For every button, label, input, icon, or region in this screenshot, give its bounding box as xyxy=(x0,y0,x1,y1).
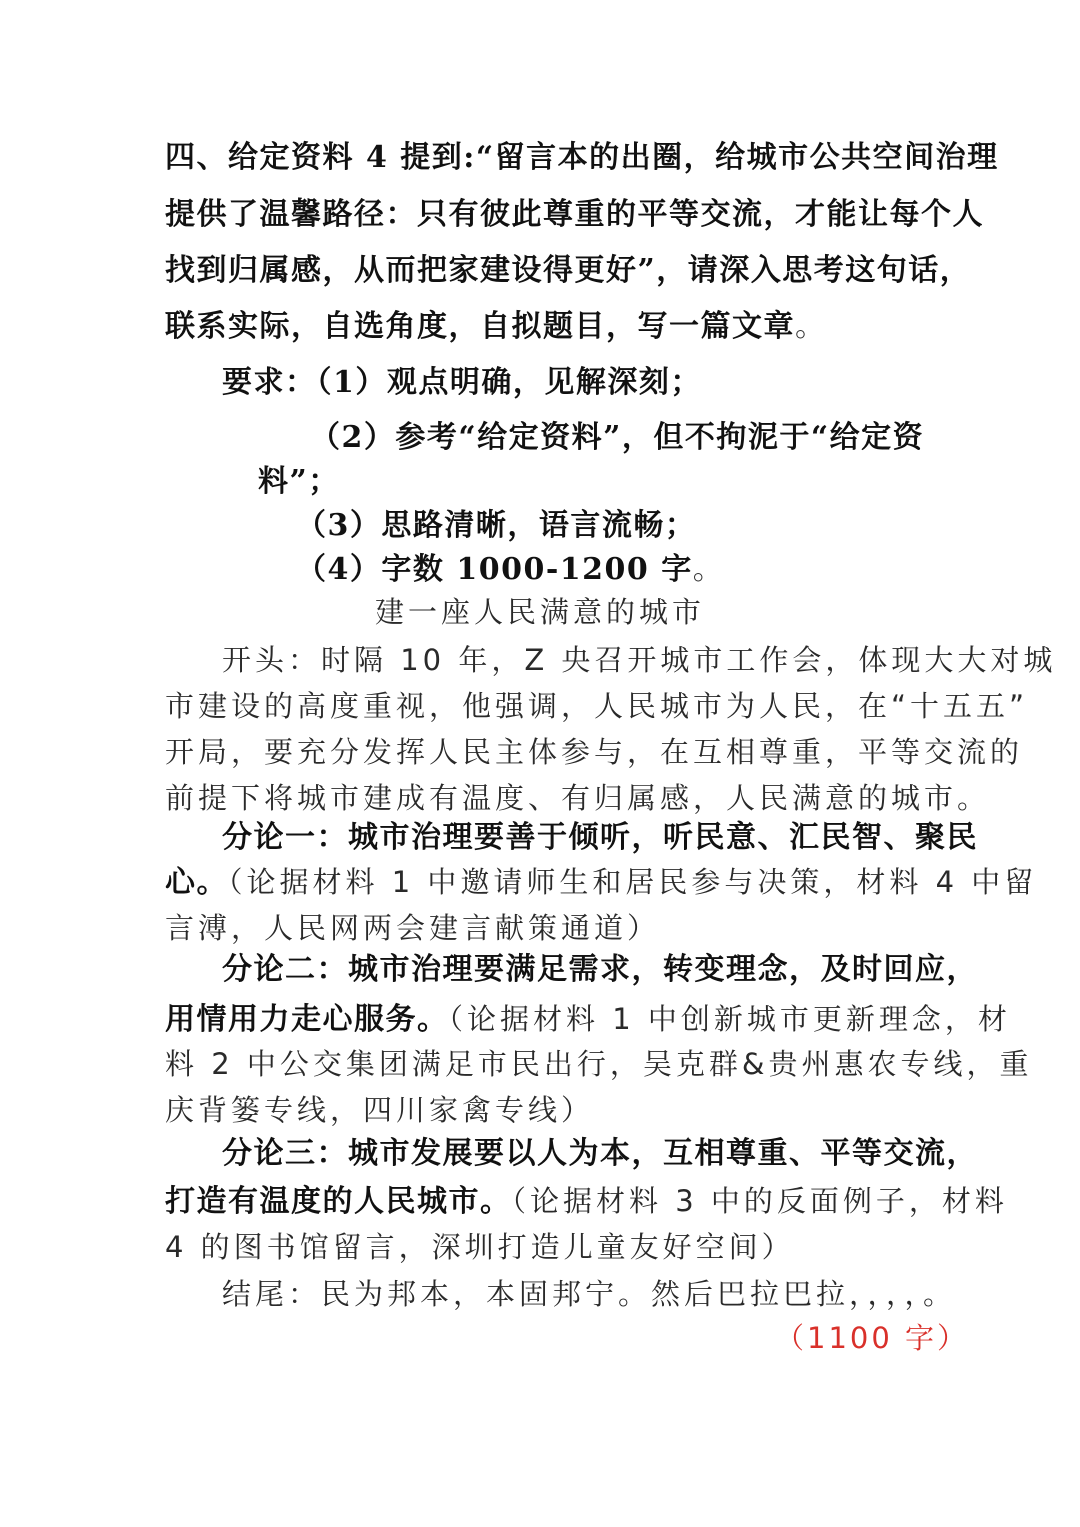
point2-heading-line-1: 分论二：城市治理要满足需求，转变理念，及时回应， xyxy=(222,952,978,987)
point1-line-2 xyxy=(165,862,1037,903)
point2-line-2 xyxy=(165,999,1011,1040)
point3-heading-line-1: 分论三：城市发展要以人为本，互相尊重、平等交流， xyxy=(222,1136,978,1171)
point3-evidence-line-2: 4 的图书馆留言，深圳打造儿童友好空间） xyxy=(165,1230,795,1264)
question-end-mark: 。 xyxy=(795,309,827,344)
question-line-4 xyxy=(165,307,827,347)
point2-evidence-line-1: （论据材料 1 中创新城市更新理念，材 xyxy=(448,1002,1011,1036)
requirement-2-line-1: （2）参考“给定资料”，但不拘泥于“给定资 xyxy=(310,420,925,455)
point3-line-2 xyxy=(165,1181,1008,1222)
opening-line-2: 市建设的高度重视，他强调，人民城市为人民，在“十五五” xyxy=(165,689,1029,723)
opening-line-4: 前提下将城市建成有温度、有归属感，人民满意的城市。 xyxy=(165,781,991,815)
essay-title: 建一座人民满意的城市 xyxy=(374,595,705,629)
point1-evidence-line-2: 言溥，人民网两会建言献策通道） xyxy=(165,911,661,945)
point2-evidence-line-3: 庆背篓专线，四川家禽专线） xyxy=(165,1093,595,1127)
point2-heading-line-2: 用情用力走心服务。 xyxy=(165,1002,449,1037)
opening-line-1: 开头：时隔 10 年，Z 央召开城市工作会，体现大大对城 xyxy=(222,643,1057,677)
opening-line-3: 开局，要充分发挥人民主体参与，在互相尊重，平等交流的 xyxy=(165,735,1024,769)
requirement-4-end-mark: 。 xyxy=(692,552,725,587)
ending-line: 结尾：民为邦本，本固邦宁。然后巴拉巴拉，，，，。 xyxy=(222,1277,957,1311)
requirement-4 xyxy=(296,550,724,590)
point1-evidence-line-1: （论据材料 1 中邀请师生和居民参与决策，材料 4 中留 xyxy=(228,865,1038,899)
point1-heading-line-1: 分论一：城市治理要善于倾听，听民意、汇民智、聚民 xyxy=(222,820,978,855)
point3-evidence-line-1: （论据材料 3 中的反面例子，材料 xyxy=(511,1184,1008,1218)
requirement-3: （3）思路清晰，语言流畅； xyxy=(296,508,697,543)
question-line-3: 找到归属感，从而把家建设得更好”，请深入思考这句话， xyxy=(165,253,972,288)
point2-evidence-line-2: 料 2 中公交集团满足市民出行，吴克群&贵州惠农专线，重 xyxy=(165,1047,1033,1081)
requirement-2-line-2: 料”； xyxy=(258,464,340,499)
question-line-4-text: 联系实际，自选角度，自拟题目，写一篇文章 xyxy=(165,309,795,344)
point1-heading-line-2: 心。 xyxy=(165,865,228,900)
requirement-1: 要求：（1）观点明确，见解深刻； xyxy=(222,365,702,400)
word-count: （1100 字） xyxy=(775,1321,970,1355)
question-line-1: 四、给定资料 4 提到:“留言本的出圈，给城市公共空间治理 xyxy=(165,140,999,175)
point3-heading-line-2: 打造有温度的人民城市。 xyxy=(165,1184,512,1219)
requirement-4-text: （4）字数 1000-1200 字 xyxy=(296,552,693,587)
question-line-2: 提供了温馨路径：只有彼此尊重的平等交流，才能让每个人 xyxy=(165,197,984,232)
